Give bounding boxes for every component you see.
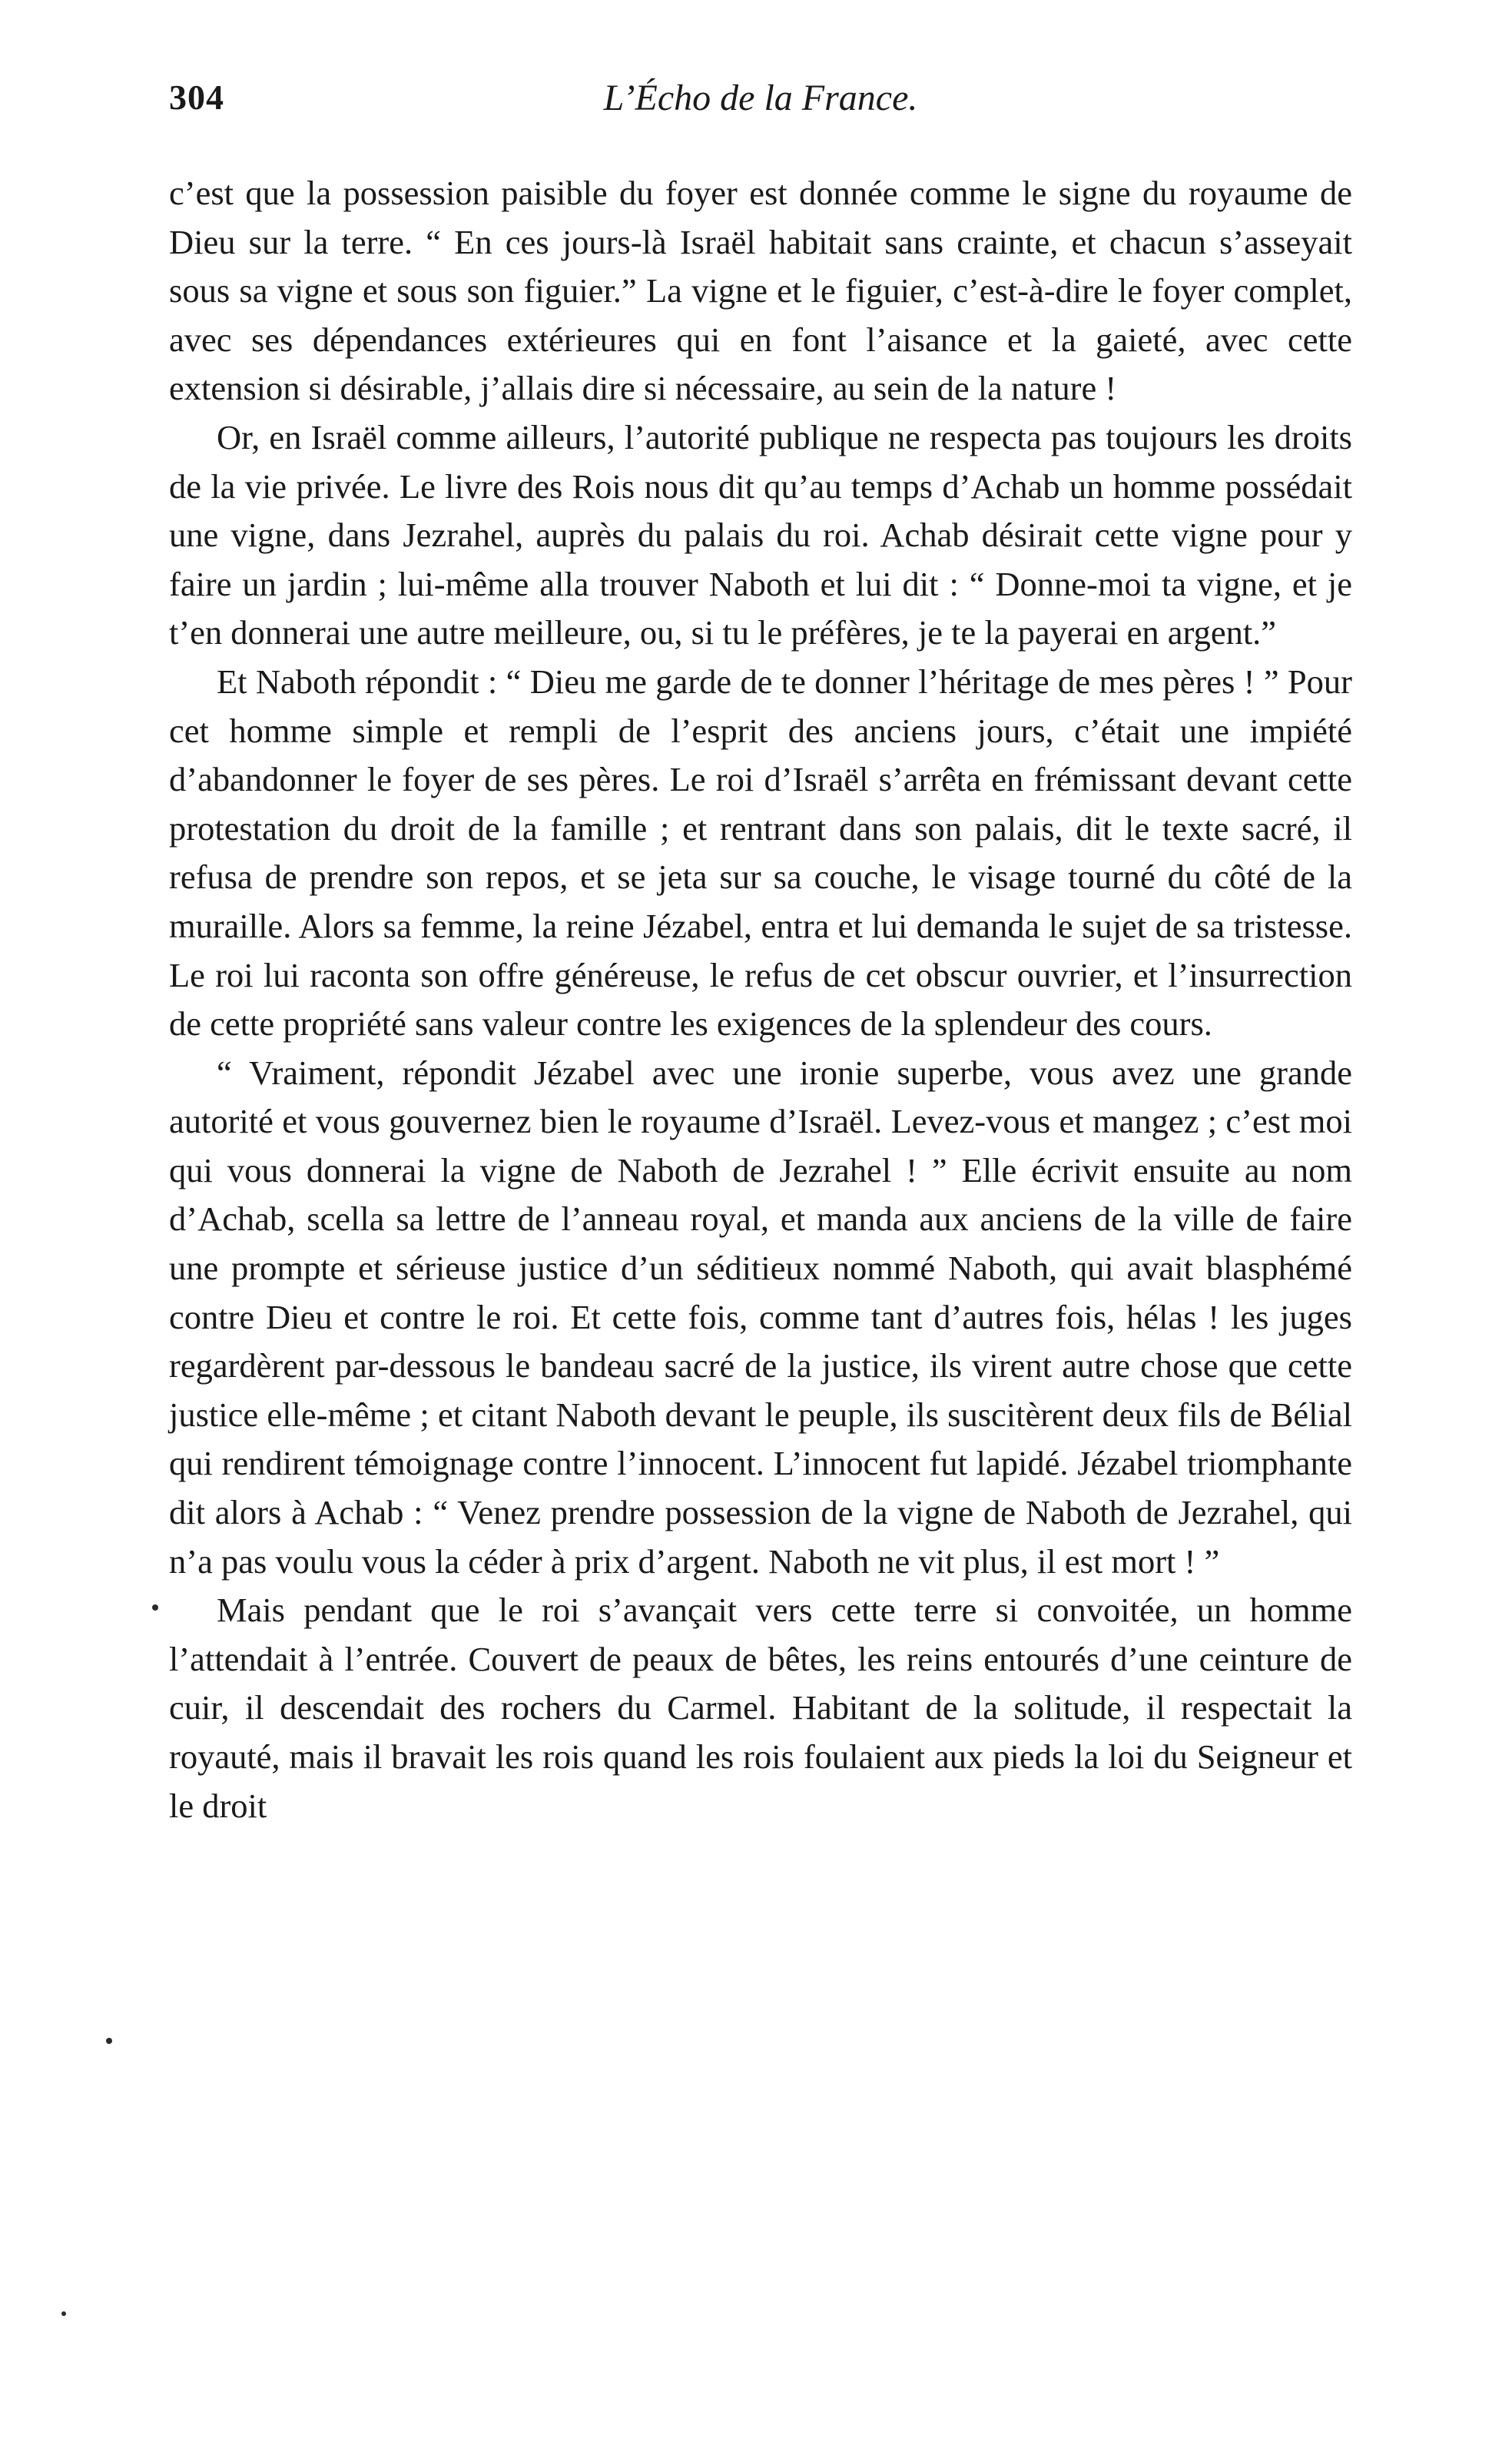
running-title: L’Écho de la France. [603,78,918,118]
ink-speck [61,2311,66,2316]
page-header [169,77,1352,131]
paragraph: “ Vraiment, répondit Jézabel avec une ironie superbe, vous avez une grande autorité et vous gouvernez bien le royaume d’Israël. Levez-vous et mangez ; c’est moi qui vous donnerai la vigne de Naboth de Jezrahel ! ” Elle écrivit ensuite au nom d’Achab, scella sa lettre de l’anneau royal, et manda aux anciens de la ville de faire une prompte et sérieuse justice d’un séditieux nommé Naboth, qui avait blasphémé contre Dieu et contre le roi. Et cette fois, comme tant d’autres fois, hélas ! les juges regardèrent par-dessous le bandeau sacré de la justice, ils virent autre chose que cette justice elle-même ; et citant Naboth devant le peuple, ils suscitèrent deux fils de Bélial qui rendirent témoignage contre l’innocent. L’innocent fut lapidé. Jézabel triomphante dit alors à Achab : “ Venez prendre possession de la vigne de Naboth de Jezrahel, qui n’a pas voulu vous la céder à prix d’argent. Naboth ne vit plus, il est mort ! ” [169,1053,1352,1581]
ink-speck [152,1604,158,1611]
page-number: 304 [169,78,224,117]
paragraph: c’est que la possession paisible du foyer est donnée comme le signe du royaume de Dieu sur la terre. “ En ces jours-là Israël habitait sans crainte, et chacun s’asseyait sous sa vigne et sous son figuier.” La vigne et le figuier, c’est-à-dire le foyer complet, avec ses dépendances extérieures qui en font l’aisance et la gaieté, avec cette extension si désirable, j’allais dire si nécessaire, au sein de la nature ! [169,174,1352,408]
body-text [169,169,1352,1830]
paragraph: Et Naboth répondit : “ Dieu me garde de te donner l’héritage de mes pères ! ” Pour cet homme simple et rempli de l’esprit des anciens jours, c’était une impiété d’abandonner le foyer de ses pères. Le roi d’Israël s’arrêta en frémissant devant cette protestation du droit de la famille ; et rentrant dans son palais, dit le texte sacré, il refusa de prendre son repos, et se jeta sur sa couche, le visage tourné du côté de la muraille. Alors sa femme, la reine Jézabel, entra et lui demanda le sujet de sa tristesse. Le roi lui raconta son offre généreuse, le refus de cet obscur ouvrier, et l’insurrection de cette propriété sans valeur contre les exigences de la splendeur des cours. [169,662,1352,1043]
ink-speck [106,2038,112,2044]
paragraph: Mais pendant que le roi s’avançait vers cette terre si convoitée, un homme l’attendait à l’entrée. Couvert de peaux de bêtes, les reins entourés d’une ceinture de cuir, il descendait des rochers du Carmel. Habitant de la solitude, il respectait la royauté, mais il bravait les rois quand les rois foulaient aux pieds la loi du Seigneur et le droit [169,1591,1352,1825]
paragraph: Or, en Israël comme ailleurs, l’autorité publique ne respecta pas toujours les droits de la vie privée. Le livre des Rois nous dit qu’au temps d’Achab un homme possédait une vigne, dans Jezrahel, auprès du palais du roi. Achab désirait cette vigne pour y faire un jardin ; lui-même alla trouver Naboth et lui dit : “ Donne-moi ta vigne, et je t’en donnerai une autre meilleure, ou, si tu le préfères, je te la payerai en argent.” [169,417,1352,652]
